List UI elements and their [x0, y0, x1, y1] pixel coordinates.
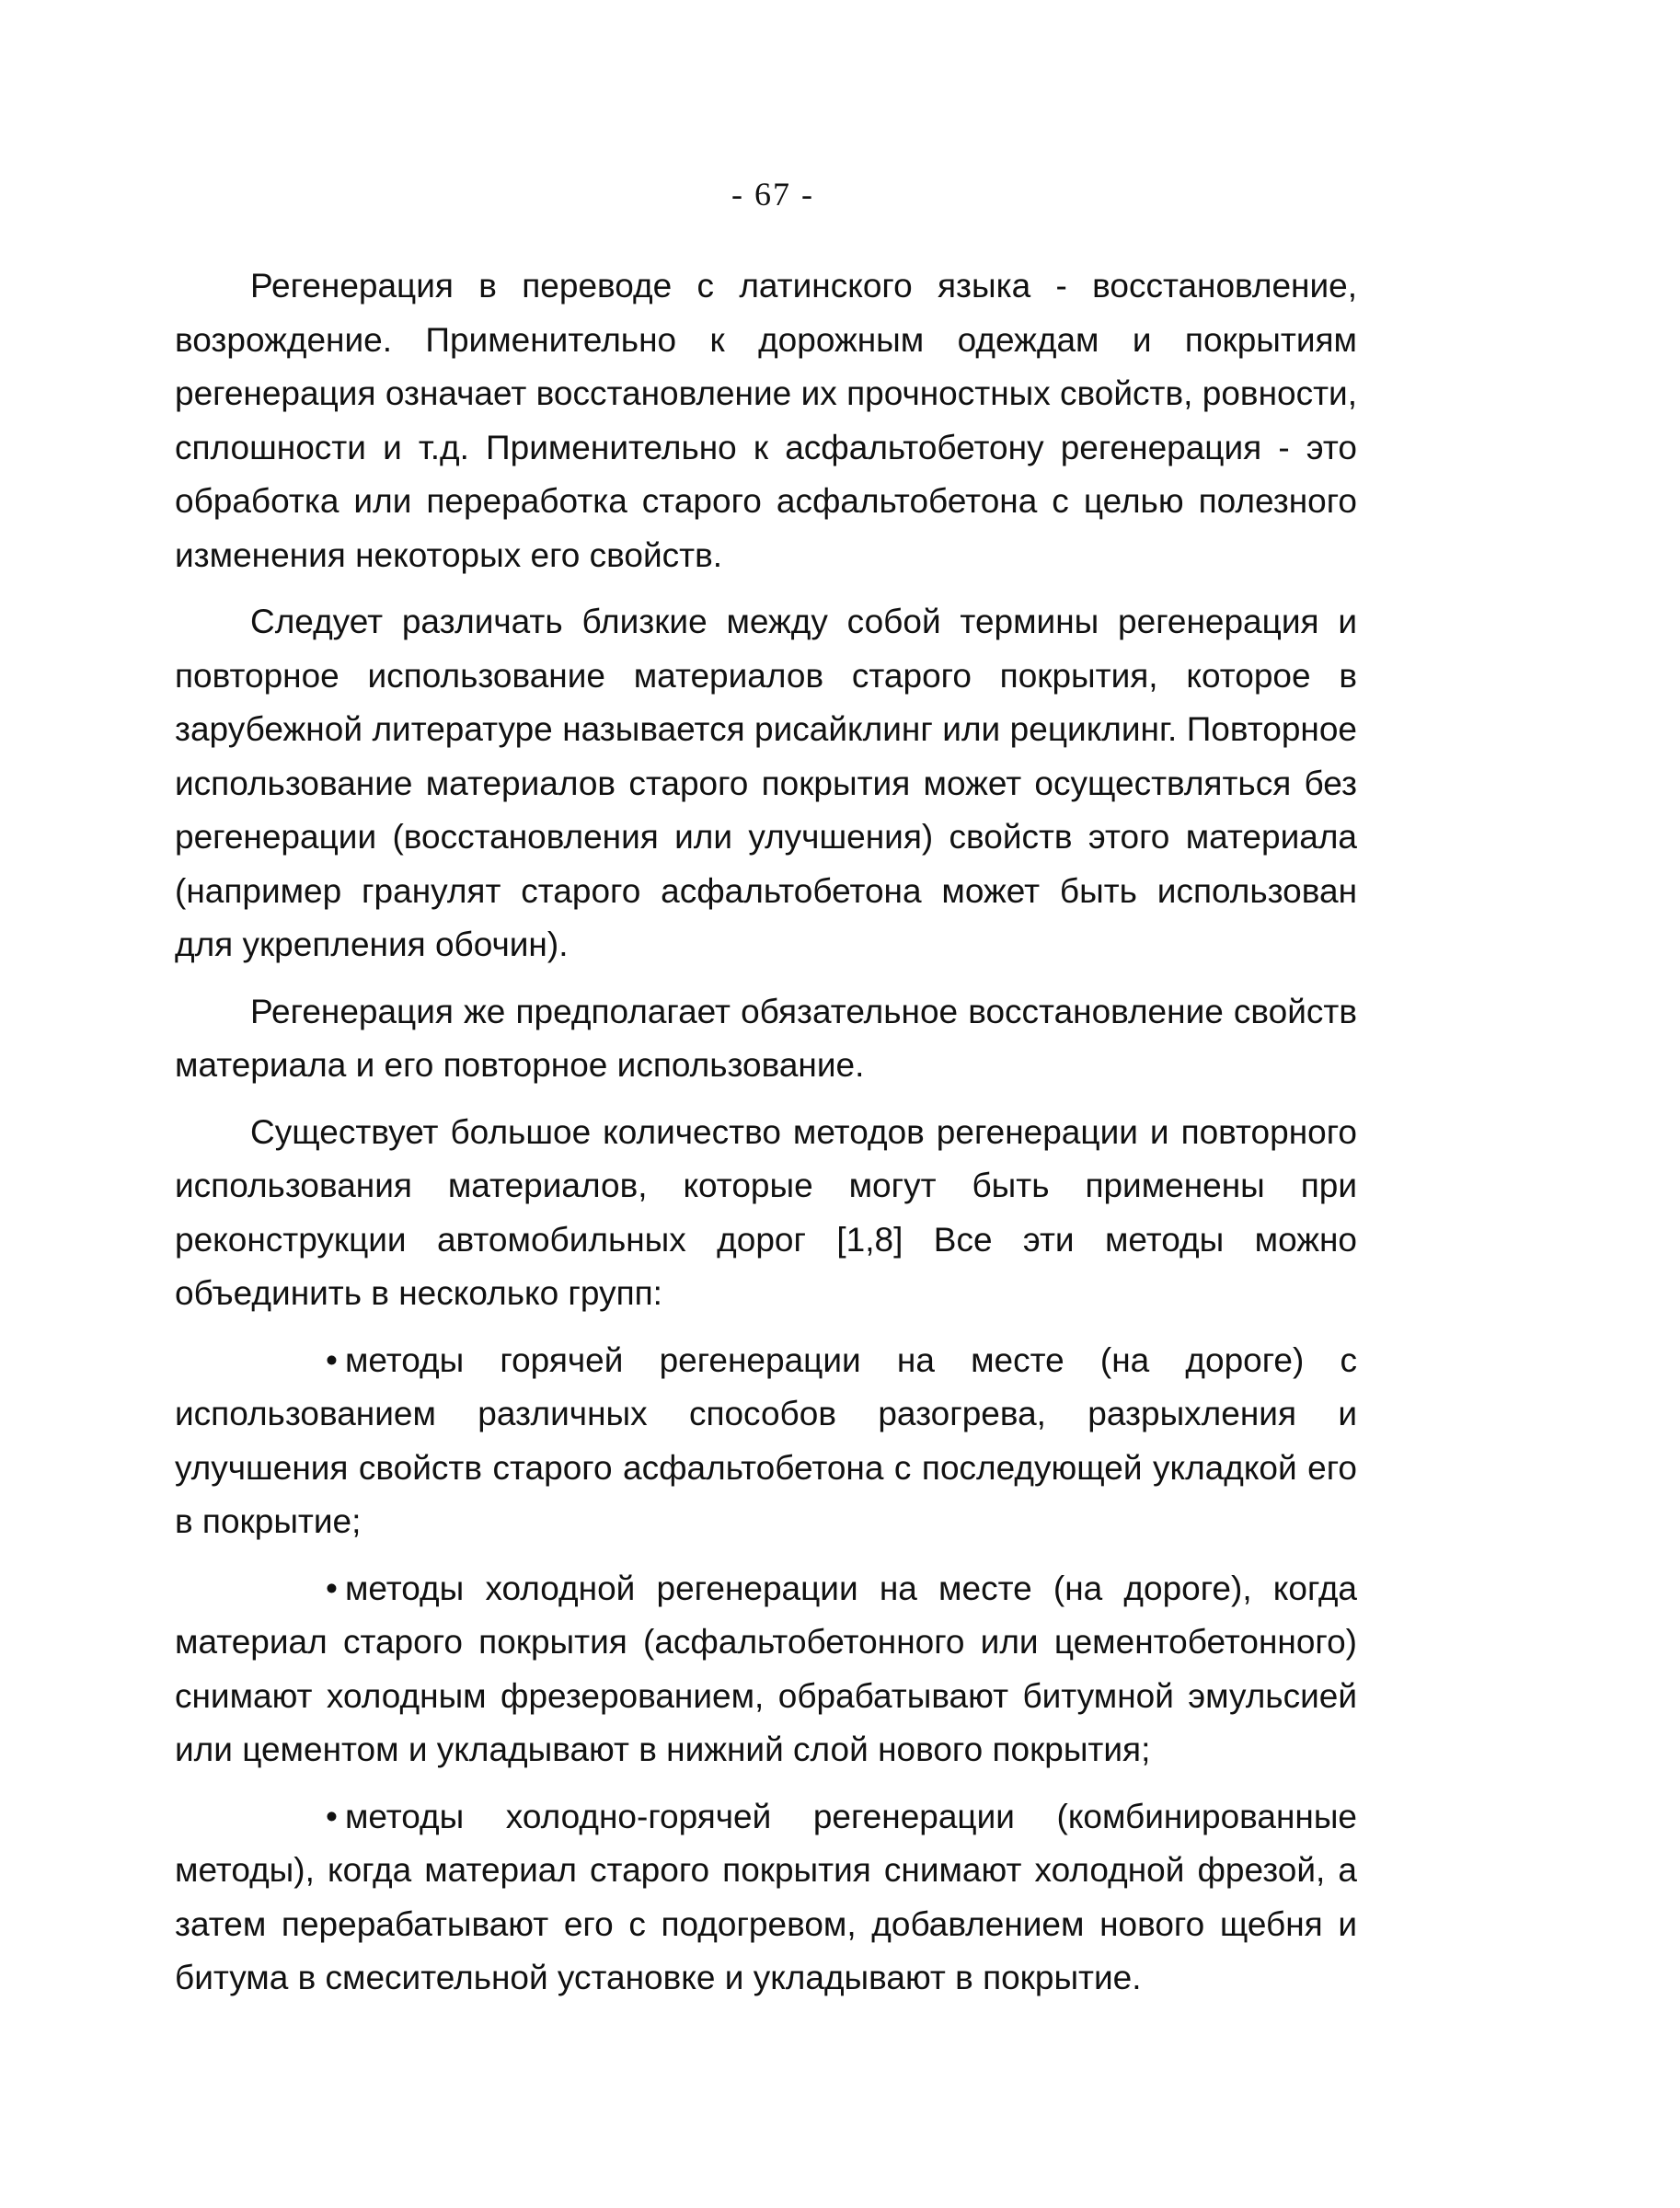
bullet-icon: • — [326, 1797, 338, 1835]
list-item-cold-regeneration — [175, 1562, 1357, 1777]
paragraph-definition: Регенерация в переводе с латинского языка - восстановление, возрождение. Применительно к дорожным одеждам и покрытиям регенерация означает восстановление их прочностных свойств, ровности, сплошности и т.д. Применительно к асфальтобетону регенерация - это обработка или переработка старого асфальтобетона с целью полезного изменения некоторых его свойств. — [175, 267, 1357, 574]
bullet-icon: • — [326, 1569, 338, 1607]
page-number: - 67 - — [731, 176, 814, 213]
list-item-hot-regeneration — [175, 1334, 1357, 1549]
bullet-icon: • — [326, 1340, 338, 1379]
paragraph-regeneration: Регенерация же предполагает обязательное восстановление свойств материала и его повторное использование. — [175, 992, 1357, 1084]
paragraph-methods-intro: Существует большое количество методов регенерации и повторного использования материалов, которые могут быть применены при реконструкции автомобильных дорог [1,8] Все эти методы можно объединить в несколько групп: — [175, 1112, 1357, 1312]
document-body — [175, 259, 1357, 2018]
list-item-combined-regeneration — [175, 1790, 1357, 2006]
list-item-text: методы горячей регенерации на месте (на дороге) с использованием различных способов разогрева, разрыхления и улучшения свойств старого асфальтобетона с последующей укладкой его в покрытие; — [175, 1340, 1357, 1540]
list-item-text: методы холодно-горячей регенерации (комбинированные методы), когда материал старого покрытия снимают холодной фрезой, а затем перерабатывают его с подогревом, добавлением нового щебня и битума в смесительной установке и укладывают в покрытие. — [175, 1797, 1357, 1996]
paragraph-terms: Следует различать близкие между собой термины регенерация и повторное использование материалов старого покрытия, которое в зарубежной литературе называется рисайклинг или рециклинг. Повторное использование материалов старого покрытия может осуществляться без регенерации (восстановления или улучшения) свойств этого материала (например гранулят старого асфальтобетона может быть использован для укрепления обочин). — [175, 603, 1357, 963]
list-item-text: методы холодной регенерации на месте (на дороге), когда материал старого покрытия (асфальтобетонного или цементобетонного) снимают холодным фрезерованием, обрабатывают битумной эмульсией или цементом и укладывают в нижний слой нового покрытия; — [175, 1569, 1357, 1768]
